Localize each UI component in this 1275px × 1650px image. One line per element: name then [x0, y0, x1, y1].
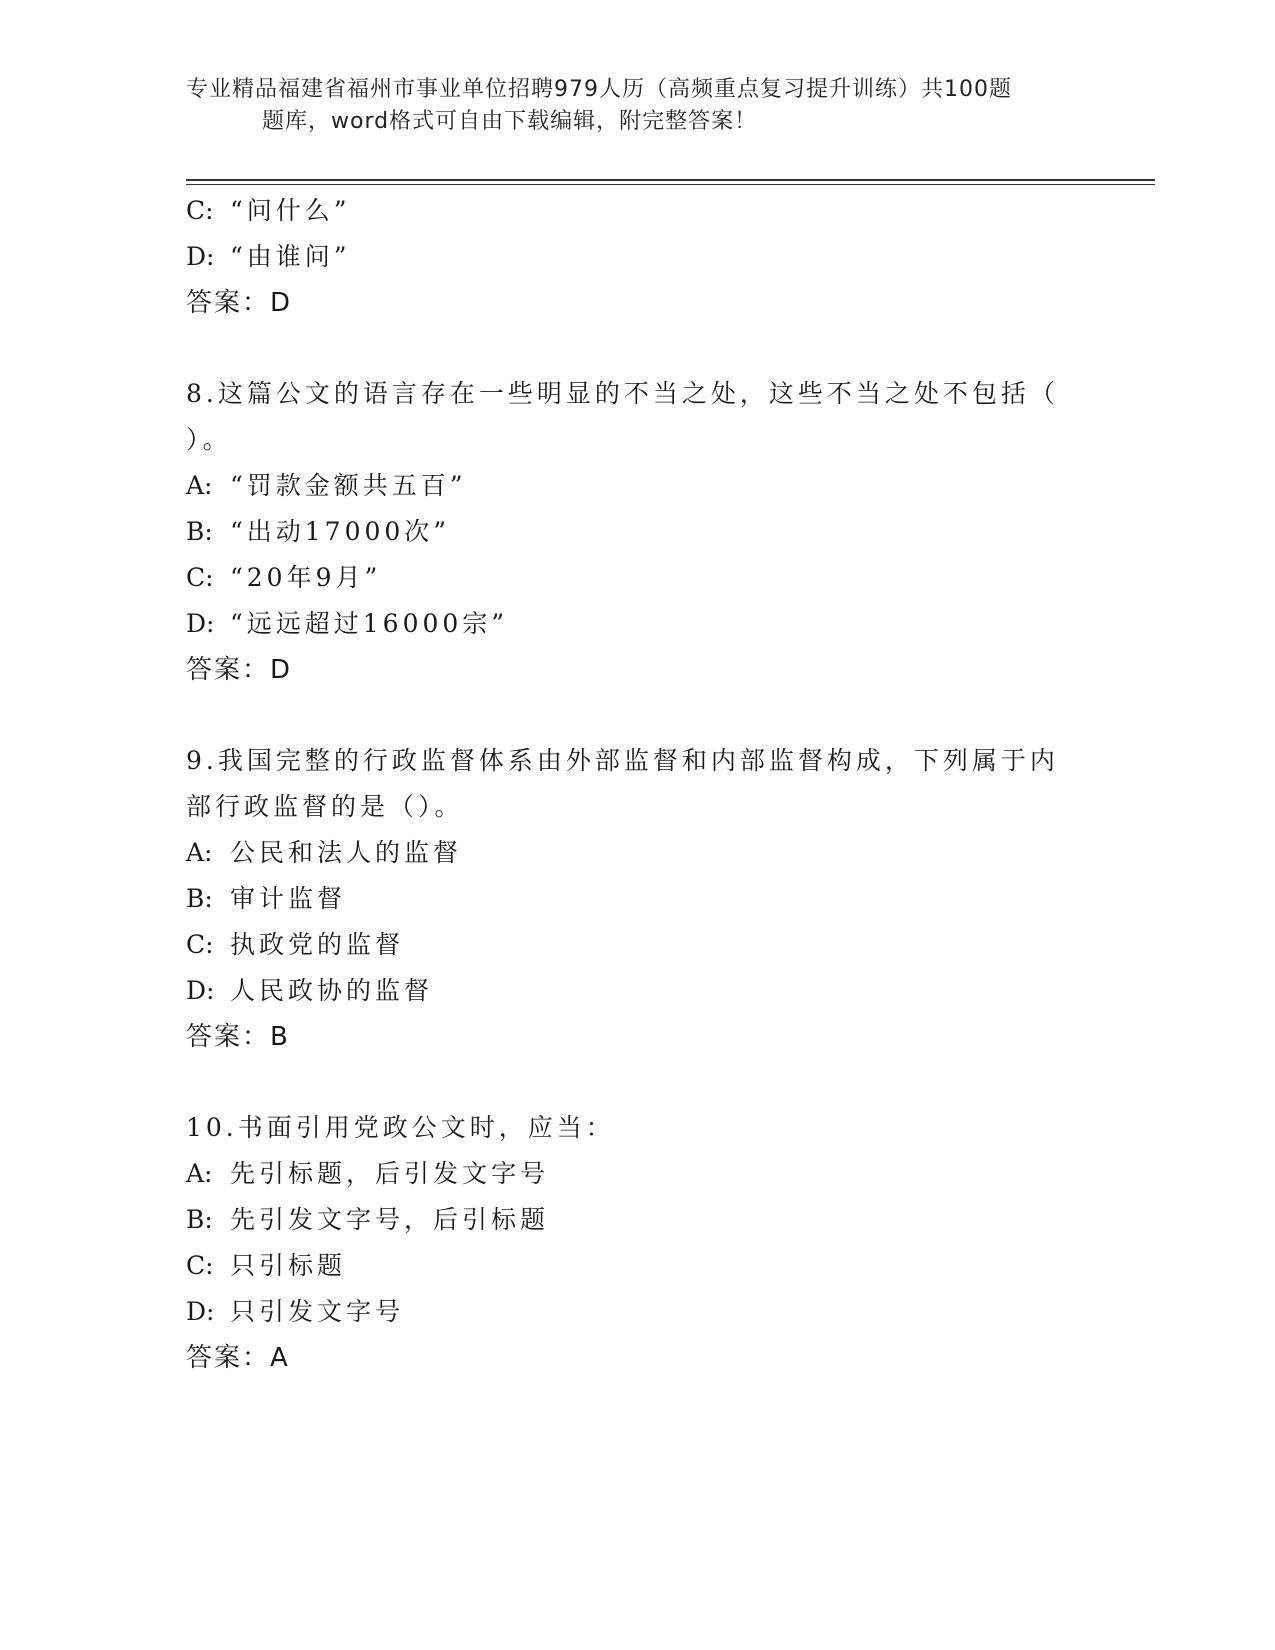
option-letter: D: — [186, 242, 215, 271]
option-text: “由谁问” — [230, 242, 351, 271]
answer-line — [186, 647, 1066, 693]
option-b — [186, 876, 1066, 922]
header-divider-thin — [186, 184, 1155, 185]
option-b — [186, 1197, 1066, 1243]
question-10 — [186, 1105, 1066, 1381]
option-text: “出动17000次” — [230, 517, 451, 546]
option-text: “20年9月” — [230, 563, 382, 592]
option-text: 人民政协的监督 — [230, 976, 434, 1005]
option-letter: B: — [186, 884, 213, 913]
question-stem-line-1: 10.书面引用党政公文时，应当： — [186, 1113, 615, 1142]
option-text: “远远超过16000宗” — [230, 609, 509, 638]
option-d — [186, 1289, 1066, 1335]
option-a — [186, 1151, 1066, 1197]
option-letter: C: — [186, 196, 214, 225]
option-d — [186, 601, 1066, 647]
answer-value: A — [270, 1343, 290, 1373]
option-text: 执政党的监督 — [230, 930, 405, 959]
question-content — [186, 188, 1066, 1381]
question-stem-line-1: 8.这篇公文的语言存在一些明显的不当之处，这些不当之处不包括（ — [186, 379, 1059, 408]
question-7-continuation — [186, 188, 1066, 326]
answer-label: 答案： — [186, 1022, 271, 1052]
option-text: “问什么” — [230, 196, 351, 225]
question-8 — [186, 371, 1066, 693]
option-text: “罚款金额共五百” — [230, 471, 467, 500]
option-c — [186, 555, 1066, 601]
option-d — [186, 968, 1066, 1014]
option-text: 只引标题 — [230, 1251, 347, 1280]
option-letter: D: — [186, 976, 215, 1005]
answer-value: D — [270, 288, 293, 318]
option-b — [186, 509, 1066, 555]
header-title-line-1: 专业精品福建省福州市事业单位招聘979人历（高频重点复习提升训练）共100题 — [186, 77, 1012, 102]
answer-label: 答案： — [186, 288, 271, 318]
option-letter: B: — [186, 1205, 213, 1234]
option-d — [186, 234, 1066, 280]
answer-value: D — [270, 655, 293, 685]
option-c — [186, 188, 1066, 234]
answer-line — [186, 280, 1066, 326]
answer-value: B — [270, 1022, 290, 1052]
option-text: 公民和法人的监督 — [230, 838, 463, 867]
header-title-line-2: 题库，word格式可自由下载编辑，附完整答案！ — [262, 109, 758, 134]
option-letter: C: — [186, 930, 214, 959]
option-a — [186, 830, 1066, 876]
option-text: 审计监督 — [230, 884, 347, 913]
option-letter: C: — [186, 563, 214, 592]
option-letter: A: — [186, 838, 213, 867]
option-letter: A: — [186, 471, 213, 500]
option-text: 只引发文字号 — [230, 1297, 405, 1326]
option-letter: D: — [186, 609, 215, 638]
answer-line — [186, 1335, 1066, 1381]
option-letter: C: — [186, 1251, 214, 1280]
option-letter: A: — [186, 1159, 213, 1188]
question-stem-line-2: ）。 — [186, 425, 232, 454]
page-header — [186, 74, 1086, 138]
question-stem-line-2: 部行政监督的是（）。 — [186, 792, 464, 821]
question-9 — [186, 738, 1066, 1060]
header-divider-thick — [186, 179, 1155, 181]
option-c — [186, 1243, 1066, 1289]
option-a — [186, 463, 1066, 509]
answer-label: 答案： — [186, 655, 271, 685]
answer-label: 答案： — [186, 1343, 271, 1373]
option-text: 先引发文字号，后引标题 — [230, 1205, 550, 1234]
option-text: 先引标题，后引发文字号 — [230, 1159, 550, 1188]
option-letter: B: — [186, 517, 213, 546]
question-stem-line-1: 9.我国完整的行政监督体系由外部监督和内部监督构成，下列属于内 — [186, 746, 1059, 775]
option-c — [186, 922, 1066, 968]
option-letter: D: — [186, 1297, 215, 1326]
answer-line — [186, 1014, 1066, 1060]
